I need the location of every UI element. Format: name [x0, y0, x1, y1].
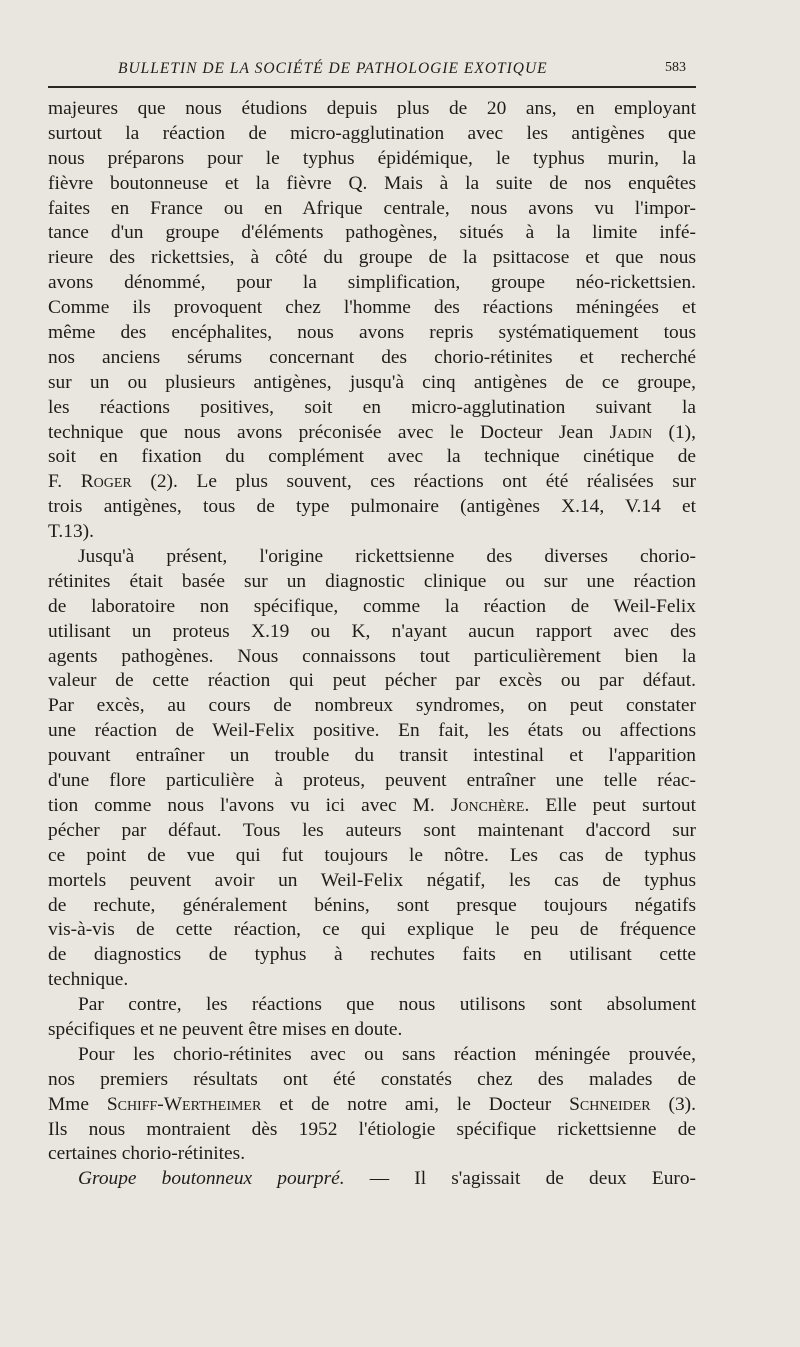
text-segment: technique que nous avons préconisée avec le Docteur Jean — [48, 421, 610, 443]
text-line — [48, 1093, 696, 1118]
text-line: d'une flore particulière à proteus, peuvent entraîner une telle réac- — [48, 770, 696, 792]
text-line: une réaction de Weil-Felix positive. En fait, les états ou affections — [48, 720, 696, 742]
text-line: fièvre boutonneuse et la fièvre Q. Mais à la suite de nos enquêtes — [48, 172, 696, 194]
text-line: avons dénommé, pour la simplification, groupe néo-rickettsien. — [48, 272, 696, 294]
text-line: rieure des rickettsies, à côté du groupe de la psittacose et que nous — [48, 247, 696, 269]
text-line: Jusqu'à présent, l'origine rickettsienne des diverses chorio- — [78, 546, 696, 568]
text-line: T.13). — [48, 521, 94, 543]
text-segment: et de notre ami, le Docteur — [261, 1093, 570, 1115]
text-line: Par excès, au cours de nombreux syndromes, on peut constater — [48, 695, 696, 717]
text-line: Comme ils provoquent chez l'homme des réactions méningées et — [48, 297, 696, 319]
page-number: 583 — [665, 60, 686, 75]
author-name-jonchere: Jonchère — [450, 794, 525, 816]
text-segment: F. — [48, 471, 81, 493]
author-name-jadin: Jadin — [609, 421, 653, 443]
text-line: ce point de vue qui fut toujours le nôtre. Les cas de typhus — [48, 844, 696, 866]
text-line — [48, 1167, 696, 1192]
text-line: même des encéphalites, nous avons repris systématiquement tous — [48, 322, 696, 344]
text-line: certaines chorio-rétinites. — [48, 1143, 246, 1165]
text-line — [48, 794, 696, 819]
text-line: les réactions positives, soit en micro-agglutination suivant la — [48, 396, 696, 418]
text-line: soit en fixation du complément avec la technique cinétique de — [48, 446, 696, 468]
text-line: mortels peuvent avoir un Weil-Felix négatif, les cas de typhus — [48, 869, 696, 891]
text-line: rétinites était basée sur un diagnostic clinique ou sur une réaction — [48, 570, 696, 592]
author-name-schiff-wertheimer: Schiff-Wertheimer — [106, 1093, 262, 1115]
text-line: de rechute, généralement bénins, sont presque toujours négatifs — [48, 894, 696, 916]
text-line: pécher par défaut. Tous les auteurs sont maintenant d'accord sur — [48, 819, 696, 841]
section-heading-italic: Groupe boutonneux pourpré. — [78, 1168, 345, 1190]
text-line: nos premiers résultats ont été constatés chez des malades de — [48, 1068, 696, 1090]
text-segment: — Il s'agissait de deux Euro- — [344, 1168, 696, 1190]
text-line: nos anciens sérums concernant des chorio-rétinites et recherché — [48, 346, 696, 368]
running-head: BULLETIN DE LA SOCIÉTÉ DE PATHOLOGIE EXOTIQUE — [118, 60, 548, 77]
text-line: de laboratoire non spécifique, comme la réaction de Weil-Felix — [48, 595, 696, 617]
text-line: spécifiques et ne peuvent être mises en doute. — [48, 1018, 403, 1040]
text-line: surtout la réaction de micro-agglutination avec les antigènes que — [48, 122, 696, 144]
text-line: sur un ou plusieurs antigènes, jusqu'à cinq antigènes de ce groupe, — [48, 371, 696, 393]
author-name-schneider: Schneider — [569, 1093, 651, 1115]
text-line: Ils nous montraient dès 1952 l'étiologie spécifique rickettsienne de — [48, 1118, 696, 1140]
text-line: trois antigènes, tous de type pulmonaire (antigènes X.14, V.14 et — [48, 496, 696, 518]
text-line: nous préparons pour le typhus épidémique, le typhus murin, la — [48, 147, 696, 169]
text-segment: (2). Le plus souvent, ces réactions ont été réalisées sur — [131, 471, 697, 493]
text-line: tance d'un groupe d'éléments pathogènes, situés à la limite infé- — [48, 222, 696, 244]
text-line: Par contre, les réactions que nous utilisons sont absolument — [78, 994, 696, 1016]
text-line: de diagnostics de typhus à rechutes faits en utilisant cette — [48, 944, 696, 966]
text-line: Pour les chorio-rétinites avec ou sans réaction méningée prouvée, — [78, 1043, 696, 1065]
text-line: agents pathogènes. Nous connaissons tout particulièrement bien la — [48, 645, 696, 667]
text-line: utilisant un proteus X.19 ou K, n'ayant aucun rapport avec des — [48, 620, 696, 642]
text-line — [48, 421, 696, 446]
text-line: valeur de cette réaction qui peut pécher par excès ou par défaut. — [48, 670, 696, 692]
text-line — [48, 470, 696, 495]
text-line: pouvant entraîner un trouble du transit intestinal et l'apparition — [48, 745, 696, 767]
text-segment: tion comme nous l'avons vu ici avec M. — [48, 794, 451, 816]
text-line: majeures que nous étudions depuis plus de 20 ans, en employant — [48, 98, 696, 119]
text-segment: . Elle peut surtout — [524, 794, 696, 816]
text-segment: (3). — [650, 1093, 696, 1115]
text-line: vis-à-vis de cette réaction, ce qui explique le peu de fréquence — [48, 919, 696, 941]
text-line: faites en France ou en Afrique centrale, nous avons vu l'impor- — [48, 197, 696, 219]
text-segment: (1), — [652, 421, 696, 443]
author-name-roger: Roger — [80, 471, 132, 493]
page-header — [48, 56, 696, 92]
header-rule — [48, 86, 696, 88]
body-text — [48, 97, 696, 1192]
text-line: technique. — [48, 969, 129, 991]
text-segment: Mme — [48, 1093, 107, 1115]
